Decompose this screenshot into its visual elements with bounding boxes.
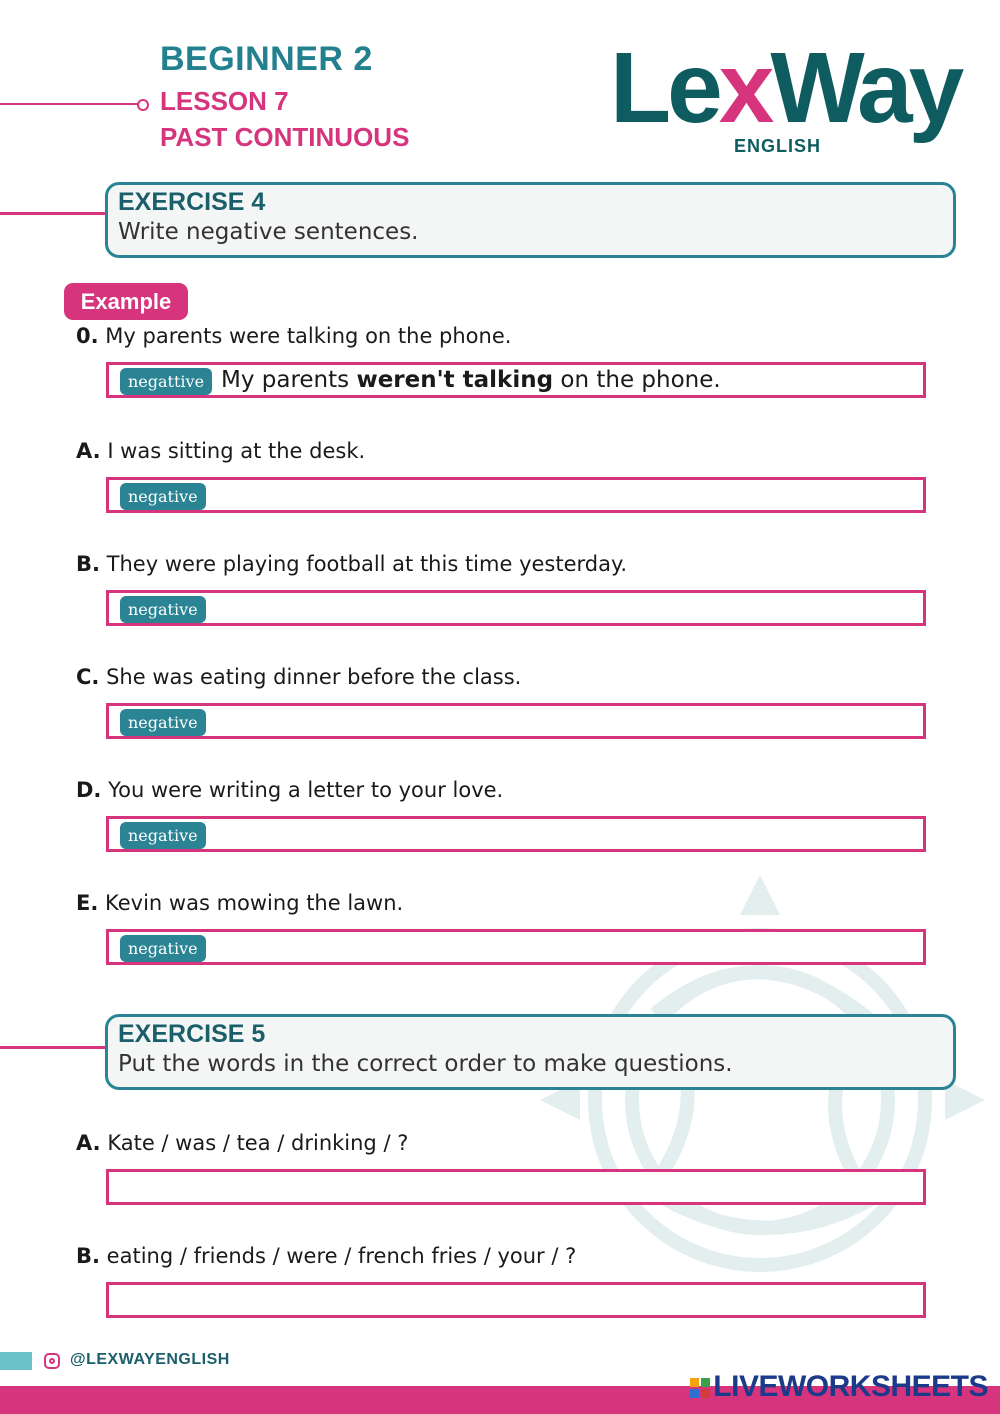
exercise5-item-a-answer[interactable] [106, 1169, 926, 1205]
exercise4-item-b-sentence: B. They were playing football at this time yesterday. [76, 552, 628, 576]
liveworksheets-logo-icon [690, 1378, 710, 1398]
negative-tag: negative [120, 596, 206, 623]
exercise4-header [105, 182, 956, 258]
exercise4-item-c-sentence: C. She was eating dinner before the class. [76, 665, 522, 689]
liveworksheets-brand: LIVEWORKSHEETS [713, 1370, 988, 1403]
example-badge: Example [64, 283, 188, 320]
exercise4-instruction: Write negative sentences. [118, 219, 419, 245]
exercise5-header [105, 1014, 956, 1090]
lesson-number: LESSON 7 [160, 86, 289, 116]
exercise4-title: EXERCISE 4 [118, 188, 266, 216]
instagram-icon [44, 1353, 60, 1369]
lexway-logo: LexWay ENGLISH [610, 32, 961, 156]
example-sentence: 0. My parents were talking on the phone. [76, 324, 512, 348]
exercise4-item-c-answer[interactable] [106, 703, 926, 739]
exercise5-title: EXERCISE 5 [118, 1020, 266, 1048]
example-answer: My parents weren't talking on the phone. [221, 367, 721, 393]
exercise5-item-b-words: B. eating / friends / were / french fries / your / ? [76, 1244, 577, 1268]
example-tag: negattive [120, 368, 212, 395]
lesson-topic: PAST CONTINUOUS [160, 122, 410, 152]
negative-tag: negative [120, 709, 206, 736]
exercise5-instruction: Put the words in the correct order to make questions. [118, 1051, 733, 1077]
exercise4-item-d-sentence: D. You were writing a letter to your love. [76, 778, 504, 802]
example-answer-box [106, 362, 926, 398]
instagram-handle: @LEXWAYENGLISH [70, 1351, 230, 1368]
exercise4-decor-line [0, 212, 106, 215]
exercise5-item-a-words: A. Kate / was / tea / drinking / ? [76, 1131, 409, 1155]
header-decor-line [0, 103, 138, 105]
exercise4-item-e-sentence: E. Kevin was mowing the lawn. [76, 891, 404, 915]
header-decor-dot [137, 99, 149, 111]
footer-teal-bar [0, 1352, 32, 1370]
exercise5-decor-line [0, 1046, 106, 1049]
exercise4-item-e-answer[interactable] [106, 929, 926, 965]
exercise5-item-b-answer[interactable] [106, 1282, 926, 1318]
exercise4-item-a-answer[interactable] [106, 477, 926, 513]
negative-tag: negative [120, 935, 206, 962]
course-level: BEGINNER 2 [160, 40, 373, 78]
exercise4-item-a-sentence: A. I was sitting at the desk. [76, 439, 366, 463]
logo-subtitle: ENGLISH [734, 136, 822, 156]
negative-tag: negative [120, 822, 206, 849]
exercise4-item-d-answer[interactable] [106, 816, 926, 852]
exercise4-item-b-answer[interactable] [106, 590, 926, 626]
negative-tag: negative [120, 483, 206, 510]
